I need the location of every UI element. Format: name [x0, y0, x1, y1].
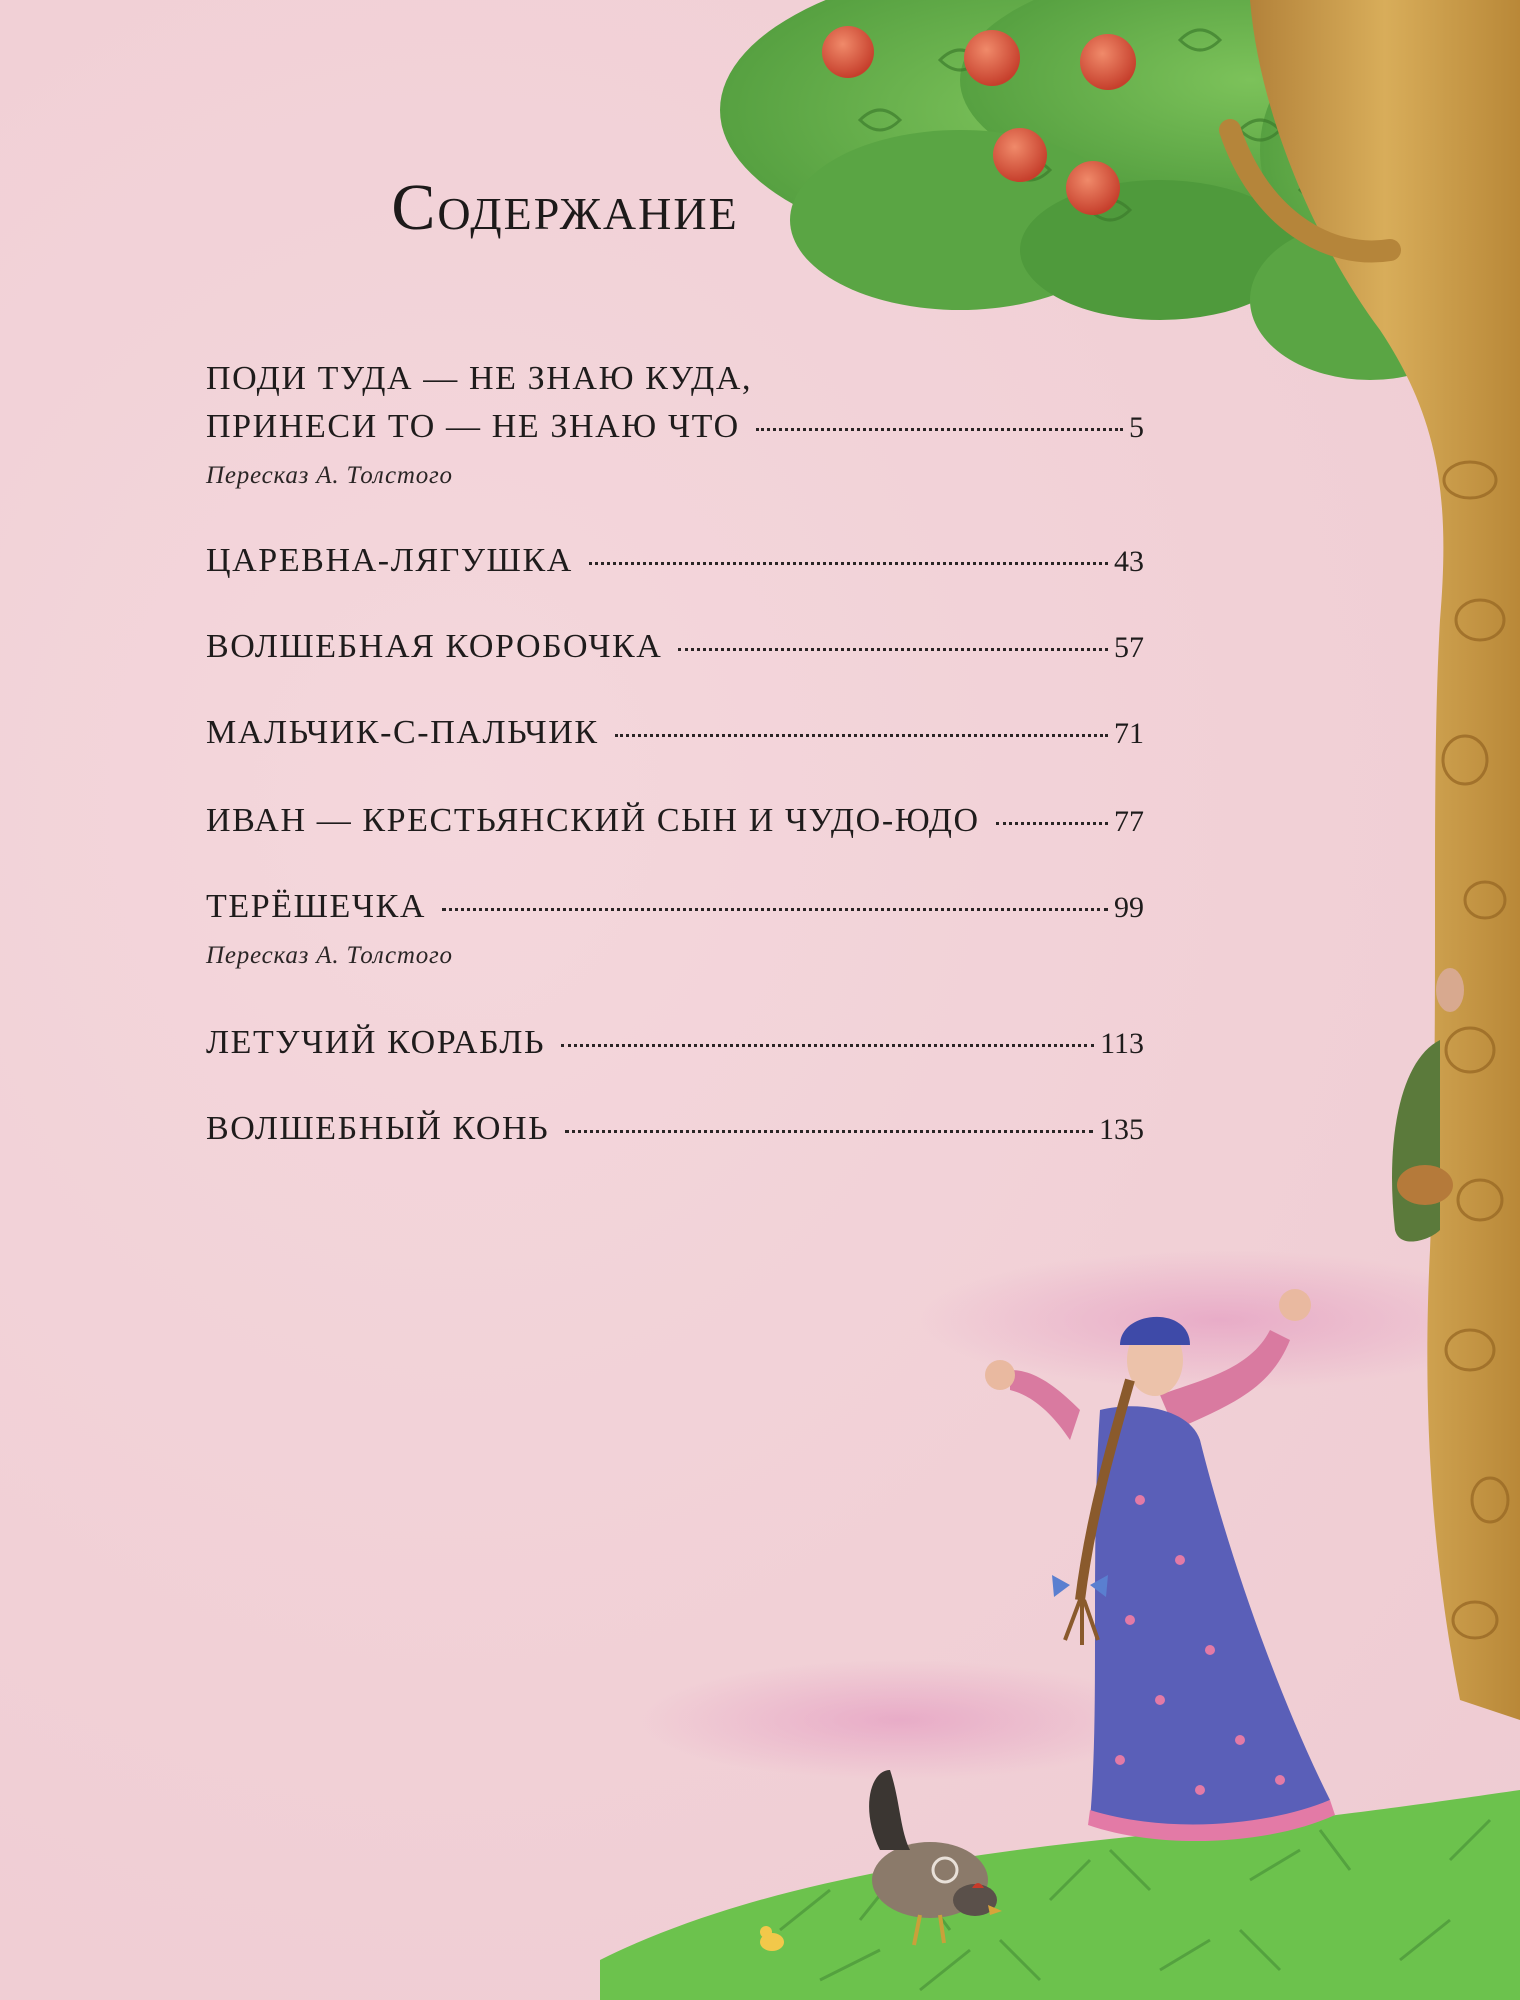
- toc-entry-title: ЦАРЕВНА-ЛЯГУШКА: [206, 542, 573, 579]
- toc-entry[interactable]: [206, 802, 1144, 850]
- toc-page-number: 77: [1114, 805, 1144, 838]
- toc-entry-row: [206, 628, 1144, 676]
- toc-entry-author: Пересказ А. Толстого: [206, 462, 453, 489]
- toc-entry-title: МАЛЬЧИК-С-ПАЛЬЧИК: [206, 714, 599, 751]
- toc-page-number: 57: [1114, 631, 1144, 664]
- toc-entry[interactable]: [206, 360, 1144, 490]
- toc-entry-row: [206, 802, 1144, 850]
- toc-entry-title: ЛЕТУЧИЙ КОРАБЛЬ: [206, 1024, 546, 1061]
- toc-entry-title: ВОЛШЕБНЫЙ КОНЬ: [206, 1110, 550, 1147]
- toc-entry[interactable]: [206, 1024, 1144, 1072]
- dot-leader: [442, 908, 1108, 911]
- toc-entry-author: Пересказ А. Толстого: [206, 942, 453, 969]
- toc-entry-title: ВОЛШЕБНАЯ КОРОБОЧКА: [206, 628, 663, 665]
- toc-entry-title: ПРИНЕСИ ТО — НЕ ЗНАЮ ЧТО: [206, 408, 740, 445]
- grass: [600, 1790, 1520, 2000]
- toc-page-number: 113: [1100, 1027, 1144, 1060]
- toc-page-number: 99: [1114, 891, 1144, 924]
- toc-entry-title: ТЕРЁШЕЧКА: [206, 888, 427, 925]
- toc-entry[interactable]: [206, 714, 1144, 762]
- dot-leader: [756, 428, 1123, 431]
- toc-entry-title: ИВАН — КРЕСТЬЯНСКИЙ СЫН И ЧУДО-ЮДО: [206, 802, 980, 839]
- toc-entry[interactable]: [206, 628, 1144, 676]
- toc-entry[interactable]: [206, 1110, 1144, 1158]
- toc-page-number: 135: [1099, 1113, 1144, 1146]
- toc-entry-title: ПОДИ ТУДА — НЕ ЗНАЮ КУДА,: [206, 360, 753, 397]
- toc-entry-row: [206, 542, 1144, 590]
- dot-leader: [678, 648, 1108, 651]
- dot-leader: [561, 1044, 1094, 1047]
- toc-entry-row: [206, 408, 1144, 456]
- toc-page-number: 5: [1129, 411, 1144, 444]
- dot-leader: [996, 822, 1108, 825]
- dot-leader: [615, 734, 1108, 737]
- dot-leader: [565, 1130, 1093, 1133]
- toc-entry-row: [206, 1024, 1144, 1072]
- toc-entry-row: [206, 1110, 1144, 1158]
- toc-page-number: 43: [1114, 545, 1144, 578]
- toc-page-number: 71: [1114, 717, 1144, 750]
- toc-entry-title-line: [206, 360, 1144, 408]
- toc-entry[interactable]: [206, 542, 1144, 590]
- dot-leader: [589, 562, 1108, 565]
- toc-entry-row: [206, 714, 1144, 762]
- toc-entry[interactable]: [206, 888, 1144, 970]
- page-title: Содержание: [391, 171, 739, 244]
- toc-entry-row: [206, 888, 1144, 936]
